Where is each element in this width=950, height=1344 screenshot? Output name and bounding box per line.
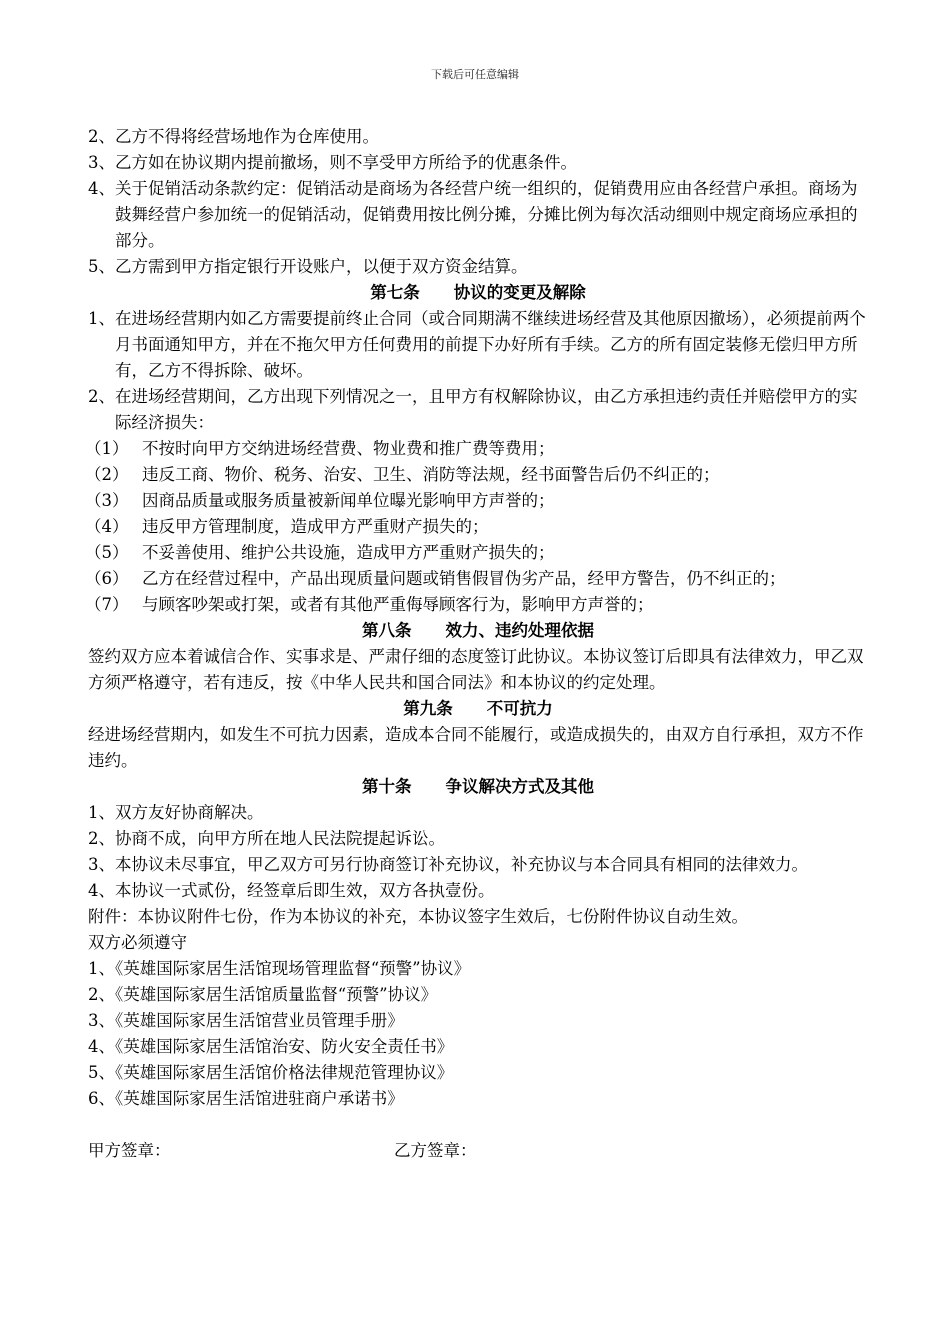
sub-item xyxy=(85,488,868,514)
article-8-heading xyxy=(88,618,868,644)
item-number: 3、 xyxy=(88,855,115,874)
list-item xyxy=(88,852,868,878)
article-title: 协议的变更及解除 xyxy=(453,283,586,302)
article-title: 不可抗力 xyxy=(486,699,553,718)
sub-item-text: 不按时向甲方交纳进场经营费、物业费和推广费等费用； xyxy=(142,439,555,458)
item-number: 1、 xyxy=(88,309,115,328)
item-text: 关于促销活动条款约定：促销活动是商场为各经营户统一组织的，促销费用应由各经营户承担。商场为鼓舞经营户参加统一的促销活动，促销费用按比例分摊，分摊比例为每次活动细则中规定商场应承担的部分。 xyxy=(115,179,858,250)
item-number: 1、 xyxy=(88,803,115,822)
sub-item-number: （3） xyxy=(85,491,129,510)
item-number: 3、 xyxy=(88,153,115,172)
item-number: 4、 xyxy=(88,179,115,198)
annex-note: 双方必须遵守 xyxy=(88,933,187,952)
sub-item-text: 违反工商、物价、税务、治安、卫生、消防等法规，经书面警告后仍不纠正的； xyxy=(142,465,720,484)
sub-item-number: （5） xyxy=(85,543,129,562)
sub-item-number: （6） xyxy=(85,569,129,588)
sub-item-text: 与顾客吵架或打架，或者有其他严重侮辱顾客行为，影响甲方声誉的； xyxy=(142,595,654,614)
list-item xyxy=(88,306,868,384)
list-item xyxy=(88,124,868,150)
item-text: 协商不成，向甲方所在地人民法院提起诉讼。 xyxy=(115,829,445,848)
annex-item: 4、《英雄国际家居生活馆治安、防火安全责任书》 xyxy=(88,1037,454,1056)
sub-item-number: （2） xyxy=(85,465,129,484)
annex-intro: 附件：本协议附件七份，作为本协议的补充，本协议签字生效后，七份附件协议自动生效。 xyxy=(88,907,748,926)
article-title: 争议解决方式及其他 xyxy=(445,777,594,796)
signature-row xyxy=(88,1138,868,1164)
party-a-signature-label: 甲方签章： xyxy=(88,1141,171,1160)
item-number: 5、 xyxy=(88,257,115,276)
item-text: 本协议一式贰份，经签章后即生效，双方各执壹份。 xyxy=(115,881,495,900)
item-number: 2、 xyxy=(88,829,115,848)
article-9-heading xyxy=(88,696,868,722)
article-label: 第七条 xyxy=(370,283,420,302)
page-header: 下载后可任意编辑 xyxy=(431,68,519,81)
sub-item xyxy=(85,462,868,488)
list-item xyxy=(88,384,868,436)
sub-item-number: （7） xyxy=(85,595,129,614)
list-item xyxy=(88,826,868,852)
item-text: 乙方如在协议期内提前撤场，则不享受甲方所给予的优惠条件。 xyxy=(115,153,577,172)
item-text: 在进场经营期间，乙方出现下列情况之一，且甲方有权解除协议，由乙方承担违约责任并赔偿甲方的实际经济损失： xyxy=(115,387,858,432)
list-item xyxy=(88,800,868,826)
item-text: 乙方不得将经营场地作为仓库使用。 xyxy=(115,127,379,146)
item-number: 4、 xyxy=(88,881,115,900)
annex-item: 6、《英雄国际家居生活馆进驻商户承诺书》 xyxy=(88,1089,404,1108)
sub-item-number: （1） xyxy=(85,439,129,458)
article-7-heading xyxy=(88,280,868,306)
article-label: 第九条 xyxy=(403,699,453,718)
item-text: 在进场经营期内如乙方需要提前终止合同（或合同期满不继续进场经营及其他原因撤场），必须提前两个月书面通知甲方，并在不拖欠甲方任何费用的前提下办好所有手续。乙方的所有固定装修无偿归甲方所有，乙方不得拆除、破坏。 xyxy=(115,309,866,380)
sub-item-text: 违反甲方管理制度，造成甲方严重财产损失的； xyxy=(142,517,489,536)
article-title: 效力、违约处理依据 xyxy=(445,621,594,640)
sub-item xyxy=(85,540,868,566)
item-text: 本协议未尽事宜，甲乙双方可另行协商签订补充协议，补充协议与本合同具有相同的法律效力。 xyxy=(115,855,808,874)
list-item xyxy=(88,176,868,254)
sub-item-text: 乙方在经营过程中，产品出现质量问题或销售假冒伪劣产品，经甲方警告，仍不纠正的； xyxy=(142,569,786,588)
annex-item: 3、《英雄国际家居生活馆营业员管理手册》 xyxy=(88,1011,404,1030)
annex-item: 5、《英雄国际家居生活馆价格法律规范管理协议》 xyxy=(88,1063,454,1082)
sub-item xyxy=(85,592,868,618)
item-text: 乙方需到甲方指定银行开设账户，以便于双方资金结算。 xyxy=(115,257,528,276)
article-label: 第八条 xyxy=(362,621,412,640)
article-label: 第十条 xyxy=(362,777,412,796)
sub-item xyxy=(85,436,868,462)
article-8-text: 签约双方应本着诚信合作、实事求是、严肃仔细的态度签订此协议。本协议签订后即具有法律效力，甲乙双方须严格遵守，若有违反，按《中华人民共和国合同法》和本协议的约定处理。 xyxy=(88,647,864,692)
list-item xyxy=(88,150,868,176)
annex-item: 2、《英雄国际家居生活馆质量监督“预警”协议》 xyxy=(88,985,438,1004)
sub-item xyxy=(85,566,868,592)
sub-item-text: 不妥善使用、维护公共设施，造成甲方严重财产损失的； xyxy=(142,543,555,562)
item-text: 双方友好协商解决。 xyxy=(115,803,264,822)
sub-item-number: （4） xyxy=(85,517,129,536)
article-10-heading xyxy=(88,774,868,800)
annex-item: 1、《英雄国际家居生活馆现场管理监督“预警”协议》 xyxy=(88,959,471,978)
item-number: 2、 xyxy=(88,127,115,146)
list-item xyxy=(88,254,868,280)
list-item xyxy=(88,878,868,904)
article-9-text: 经进场经营期内，如发生不可抗力因素，造成本合同不能履行，或造成损失的，由双方自行承担，双方不作违约。 xyxy=(88,725,864,770)
document-body xyxy=(85,124,868,1164)
sub-item-text: 因商品质量或服务质量被新闻单位曝光影响甲方声誉的； xyxy=(142,491,555,510)
item-number: 2、 xyxy=(88,387,115,406)
party-b-signature-label: 乙方签章： xyxy=(394,1141,477,1160)
sub-item xyxy=(85,514,868,540)
